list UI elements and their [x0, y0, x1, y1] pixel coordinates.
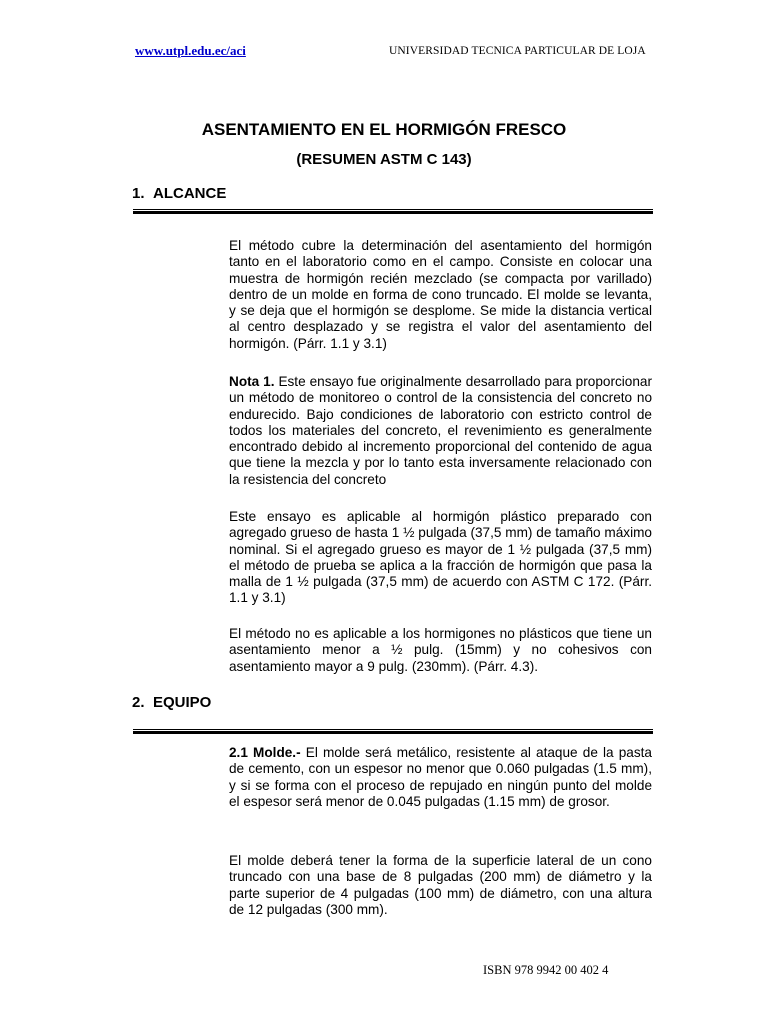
- paragraph-lead: Nota 1.: [229, 374, 275, 389]
- document-title: ASENTAMIENTO EN EL HORMIGÓN FRESCO: [201, 120, 567, 139]
- section-number: 2.: [132, 694, 145, 711]
- section-heading-equipo: [132, 694, 211, 711]
- paragraph-mold-shape: [229, 853, 652, 918]
- document-subtitle: (RESUMEN ASTM C 143): [296, 151, 472, 168]
- header-url-link[interactable]: www.utpl.edu.ec/aci: [135, 43, 246, 58]
- paragraph-text: El molde deberá tener la forma de la superficie lateral de un cono truncado con una base de 8 pulgadas (200 mm) de diámetro y la parte superior de 4 pulgadas (100 mm) de diámetro, con una altura de 12 pulgadas (300 mm).: [229, 853, 652, 917]
- paragraph-applicability: [229, 509, 652, 607]
- paragraph-text: Este ensayo fue originalmente desarrollado para proporcionar un método de monitoreo o control de la consistencia del concreto no endurecido. Bajo condiciones de laboratorio con estricto control de todos los materiales del concreto, el revenimiento es generalmente encontrado debido al incremento proporcional del contenido de agua que tiene la mezcla y por lo tanto esta inversamente relacionado con la resistencia del concreto: [229, 374, 652, 487]
- paragraph-text: El método no es aplicable a los hormigones no plásticos que tiene un asentamiento menor a ½ pulg. (15mm) y no cohesivos con asentamiento mayor a 9 pulg. (230mm). (Párr. 4.3).: [229, 626, 652, 674]
- paragraph-limits: [229, 626, 652, 675]
- paragraph-text: El molde será metálico, resistente al ataque de la pasta de cemento, con un espesor no menor que 0.060 pulgadas (1.5 mm), y si se forma con el proceso de repujado en ningún punto del molde el espesor será menor de 0.045 pulgadas (1.15 mm) de grosor.: [229, 745, 652, 809]
- header-institution: UNIVERSIDAD TECNICA PARTICULAR DE LOJA: [389, 45, 646, 57]
- paragraph-text: El método cubre la determinación del asentamiento del hormigón tanto en el laboratorio como en el campo. Consiste en colocar una muestra de hormigón recién mezclado (se compacta por varillado) dentro de un molde en forma de cono truncado. El molde se levanta, y se deja que el hormigón se desplome. Se mide la distancia vertical al centro desplazado y se registra el valor del asentamiento del hormigón. (Párr. 1.1 y 3.1): [229, 238, 652, 351]
- paragraph-lead: 2.1 Molde.-: [229, 745, 301, 760]
- footer-isbn: ISBN 978 9942 00 402 4: [483, 963, 609, 977]
- section-number: 1.: [132, 185, 145, 202]
- paragraph-scope: [229, 238, 652, 352]
- section-heading-alcance: [132, 185, 226, 202]
- section-divider: [133, 729, 653, 734]
- paragraph-text: Este ensayo es aplicable al hormigón plástico preparado con agregado grueso de hasta 1 ½ pulgada (37,5 mm) de tamaño máximo nominal. Si el agregado grueso es mayor de 1 ½ pulgada (37,5 mm) el método de prueba se aplica a la fracción de hormigón que pasa la malla de 1 ½ pulgada (37,5 mm) de acuerdo con ASTM C 172. (Párr. 1.1 y 3.1): [229, 509, 652, 606]
- section-divider: [133, 209, 653, 214]
- paragraph-mold: [229, 745, 652, 810]
- section-title: ALCANCE: [153, 185, 227, 202]
- paragraph-note-1: [229, 374, 652, 488]
- section-title: EQUIPO: [153, 694, 212, 711]
